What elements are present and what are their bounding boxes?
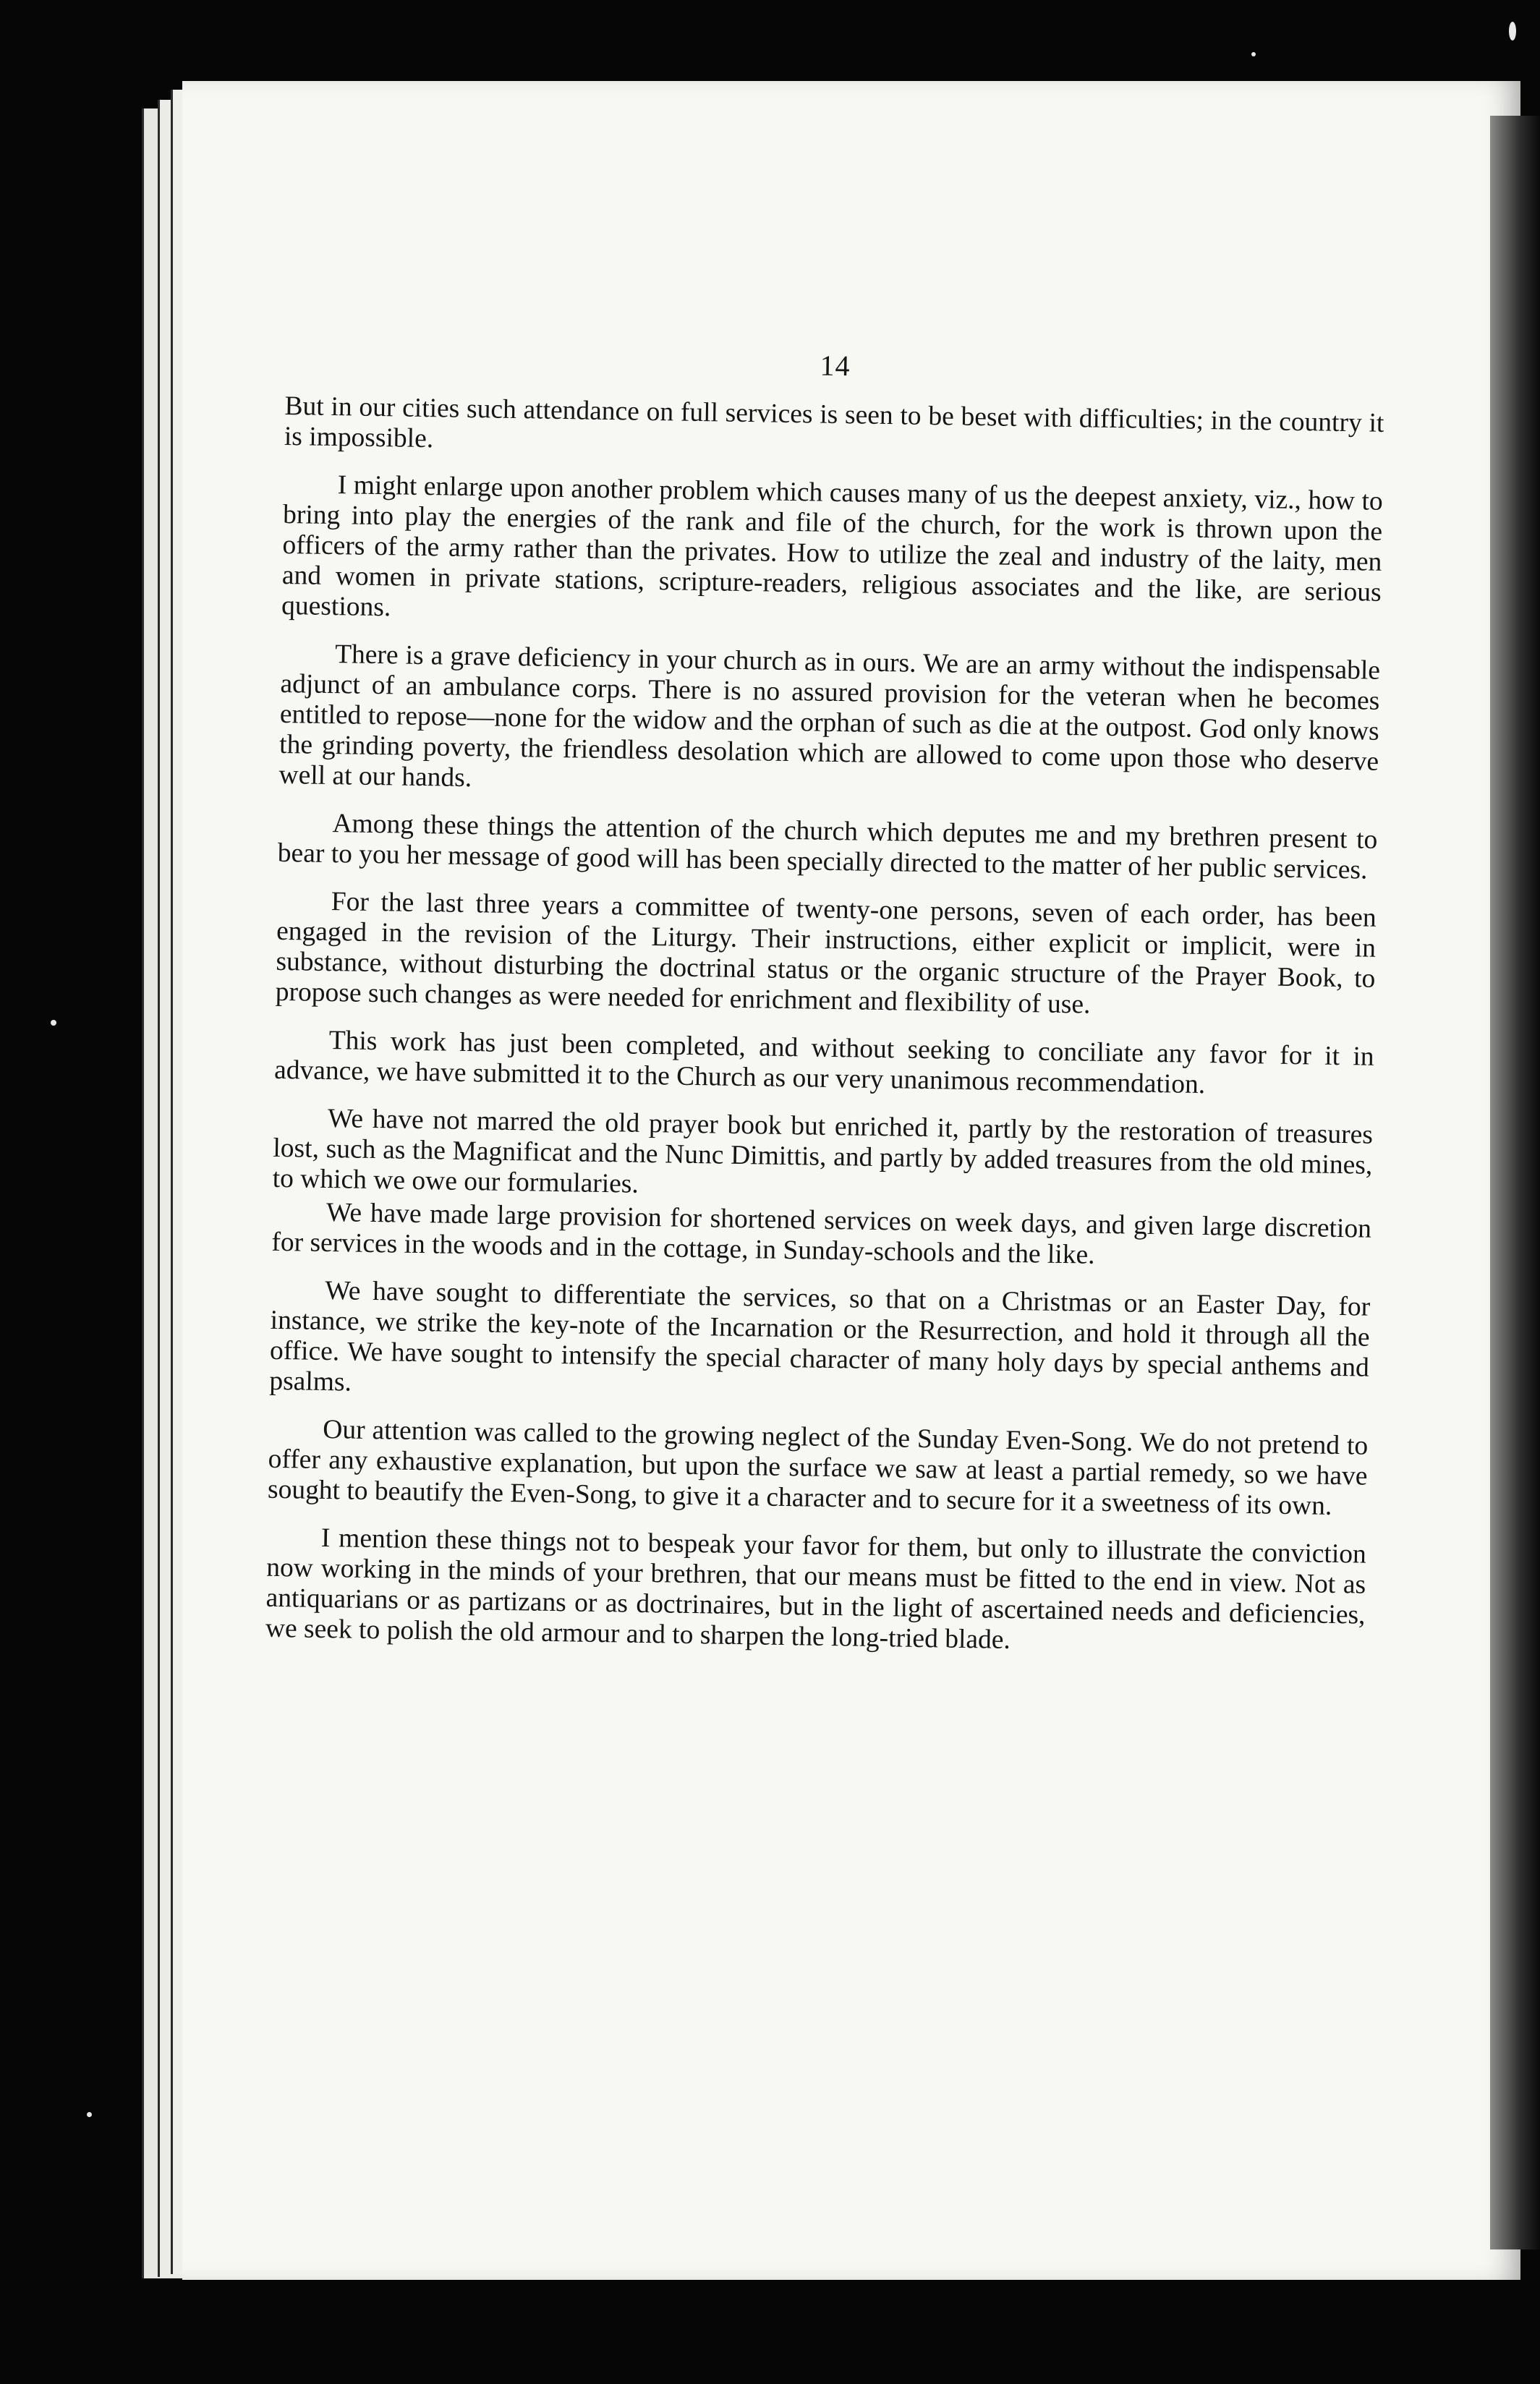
paragraph: This work has just been completed, and without seeking to conciliate any favor for it in advance, we have submitted it to the Church as our very unanimous recommendation.	[273, 1026, 1374, 1100]
binding-shadow	[1490, 116, 1540, 2249]
dust-speck	[1251, 52, 1256, 56]
paragraph: I might enlarge upon another problem which causes many of us the deepest anxiety, viz., how to bring into play the energies of the rank and file of the church, for the work is thrown upon the officers of the army rather than the privates. How to utilize the zeal and industry of the laity, men and women in private stations, scripture-readers, religious associates and the like, are serious questions.	[281, 470, 1384, 623]
page-number: 14	[820, 349, 851, 383]
dust-speck	[1509, 22, 1516, 41]
paragraph: But in our cities such attendance on full services is seen to be beset with difficulties; in the country it is impossible.	[284, 391, 1384, 454]
paragraph: We have made large provision for shortened services on week days, and given large discretion for services in the woods and in the cottage, in Sunday-schools and the like.	[271, 1198, 1372, 1270]
paragraph: Among these things the attention of the church which deputes me and my brethren present to bear to you her message of good will has been specially directed to the matter of her public services.	[277, 809, 1378, 885]
paragraph: For the last three years a committee of twenty-one persons, seven of each order, has been engaged in the revision of the Liturgy. Their instructions, either explicit or implicit, were in substance, without disturbing the doctrinal status or the organic structure of the Prayer Book, to propose such changes as were needed for enrichment and flexibility of use.	[275, 887, 1377, 1020]
paragraph: We have sought to differentiate the services, so that on a Christmas or an Easter Day, for instance, we strike the key-note of the Incarnation or the Resurrection, and hold it through all the office. We have sought to intensify the special character of many holy days by special anthems and psalms.	[269, 1276, 1371, 1397]
paragraph: Our attention was called to the growing neglect of the Sunday Even-Song. We do not pretend to offer any exhaustive explanation, but upon the surface we saw at least a partial remedy, so we have sought to beautify the Even-Song, to give it a character and to secure for it a sweetness of its own.	[267, 1414, 1369, 1521]
paragraph: I mention these things not to bespeak your favor for them, but only to illustrate the conviction now working in the minds of your brethren, that our means must be fitted to the end in view. Not as antiquarians or as partizans or as doctrinaires, but in the light of ascertained needs and deficiencies, we seek to polish the old armour and to sharpen the long-tried blade.	[265, 1523, 1367, 1655]
dust-speck	[51, 1020, 56, 1026]
page-text	[265, 340, 1385, 1679]
paragraph: We have not marred the old prayer book but enriched it, partly by the restoration of treasures lost, such as the Magnificat and the Nunc Dimittis, and partly by added treasures from the old mines, to which we owe our formularies.	[272, 1104, 1374, 1199]
paragraph: There is a grave deficiency in your church as in ours. We are an army without the indispensable adjunct of an ambulance corps. There is no assured provision for the veteran when he becomes entitled to repose—none for the widow and the orphan of such as die at the outpost. God only knows the grinding poverty, the friendless desolation which are allowed to come upon those who deserve well at our hands.	[278, 639, 1381, 793]
dust-speck	[87, 2112, 92, 2117]
